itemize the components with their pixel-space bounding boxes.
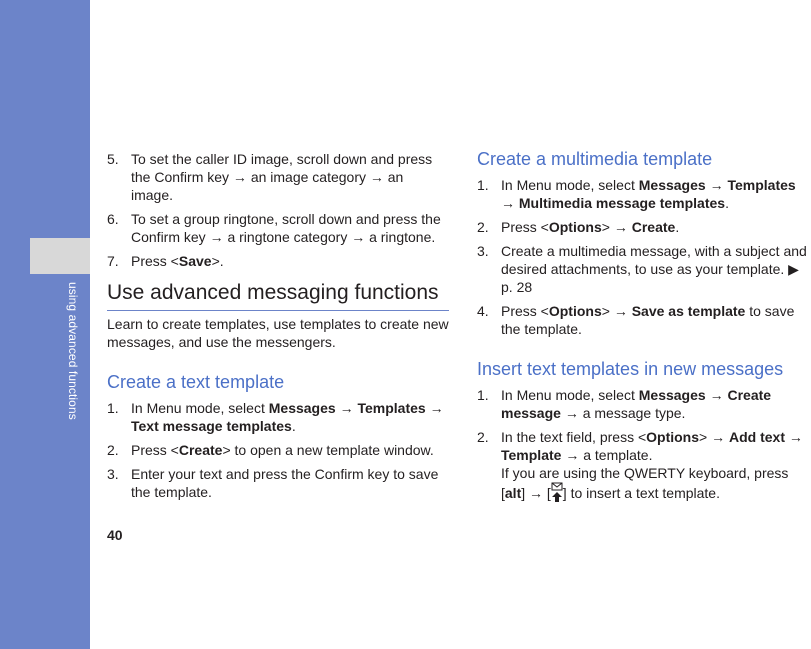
list-item: 2. Press <Create> to open a new template window. (107, 442, 434, 458)
subsection-title: Create a text template (107, 372, 285, 392)
right-column (477, 148, 811, 510)
envelope-key-icon (551, 482, 563, 504)
list-item: 3. Enter your text and press the Confirm key to save the template. (107, 466, 439, 500)
page-number: 40 (107, 527, 123, 543)
list-item: 5. To set the caller ID image, scroll down and press the Confirm key → an image category → an image. (107, 151, 433, 203)
left-column (107, 150, 449, 507)
page-reference: ▶ p. 28 (501, 261, 799, 295)
list-item: 2. In the text field, press <Options> → Add text → Template → a template. If you are using the QWERTY keyboard, press [alt] → [ ] to insert a text template. (477, 428, 811, 504)
chapter-label: using advanced functions (66, 282, 80, 420)
list-item: 1. In Menu mode, select Messages → Templates → Text message templates. (107, 400, 444, 434)
section-title: Use advanced messaging functions (107, 280, 449, 311)
list-item: 1. In Menu mode, select Messages → Create message → a message type. (477, 387, 772, 421)
side-tab (30, 238, 90, 274)
subsection-title: Create a multimedia template (477, 149, 713, 169)
list-item: 3. Create a multimedia message, with a subject and desired attachments, to use as your template. ▶ p. 28 (477, 243, 807, 295)
list-item: 2. Press <Options> → Create. (477, 219, 680, 235)
list-item: 1. In Menu mode, select Messages → Templates → Multimedia message templates. (477, 177, 796, 211)
subsection-title: Insert text templates in new messages (477, 359, 784, 379)
list-item: 7. Press <Save>. (107, 253, 224, 269)
list-item: 4. Press <Options> → Save as template to save the template. (477, 303, 795, 337)
intro-text: Learn to create templates, use templates to create new messages, and use the messengers. (107, 316, 449, 350)
list-item: 6. To set a group ringtone, scroll down and press the Confirm key → a ringtone category → a ringtone. (107, 211, 441, 245)
